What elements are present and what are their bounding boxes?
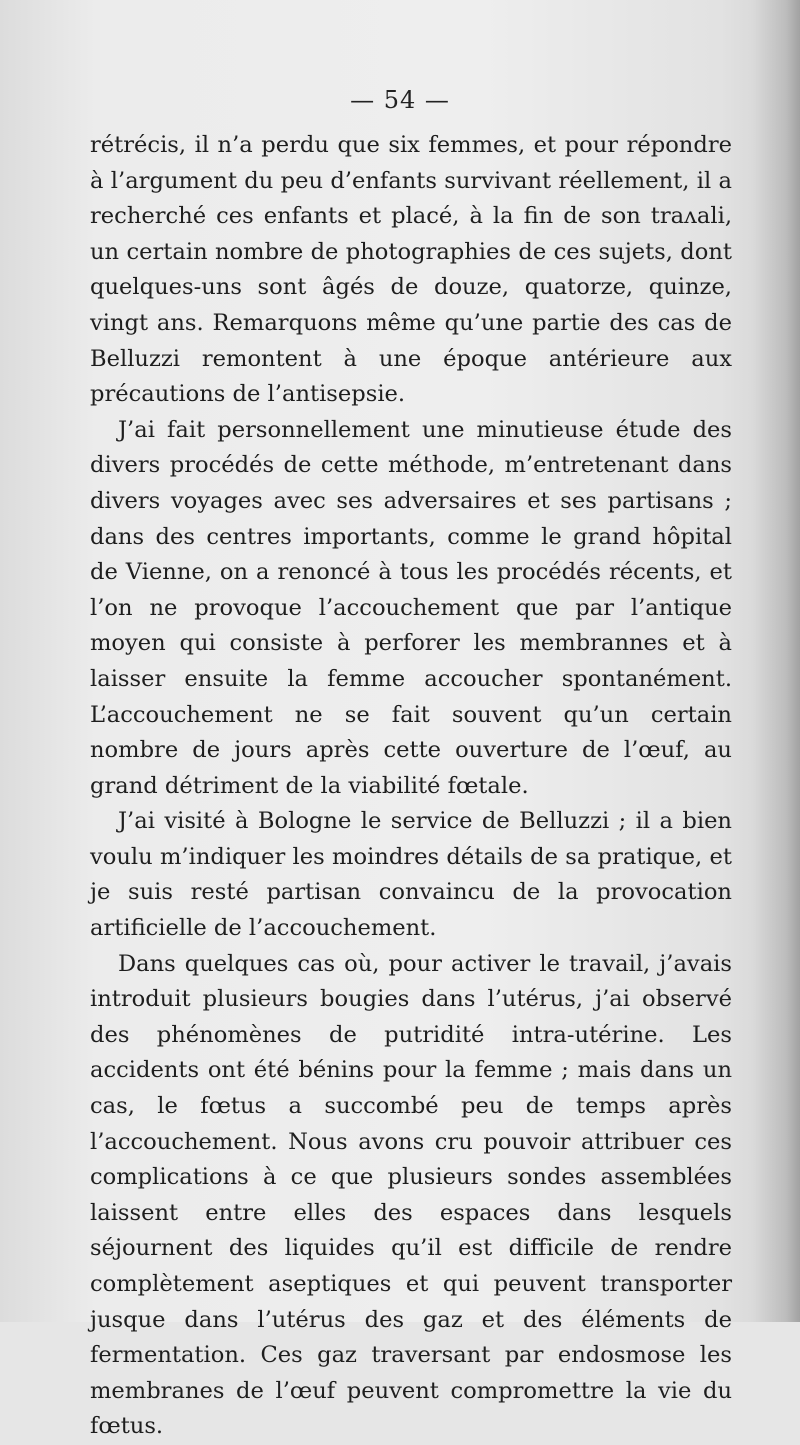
- paragraph: J’ai fait personnellement une minutieuse étude des divers procédés de cette méthode, m’entretenant dans divers voyages avec ses adversaires et ses partisans ; dans des centres importants, comme le grand hôpital de Vienne, on a renoncé à tous les procédés récents, et l’on ne provoque l’accouchement que par l’antique moyen qui consiste à perforer les membrannes et à laisser ensuite la femme accoucher spontanément. L’accouchement ne se fait souvent qu’un certain nombre de jours après cette ouverture de l’œuf, au grand détriment de la viabilité fœtale.: [90, 416, 732, 799]
- paragraph: J’ai visité à Bologne le service de Belluzzi ; il a bien voulu m’indiquer les moindres détails de sa pratique, et je suis resté partisan convaincu de la provocation artificielle de l’accouchement.: [90, 808, 732, 942]
- body-text: [90, 128, 732, 1445]
- paragraph: Dans quelques cas où, pour activer le travail, j’avais introduit plusieurs bougies dans l’utérus, j’ai observé des phénomènes de putridité intra-utérine. Les accidents ont été bénins pour la femme ; mais dans un cas, le fœtus a succombé peu de temps après l’accouchement. Nous avons cru pouvoir attribuer ces complications à ce que plusieurs sondes assemblées laissent entre elles des espaces dans lesquels séjournent des liquides qu’il est difficile de rendre complètement aseptiques et qui peuvent transporter jusque dans l’utérus des gaz et des éléments de fermentation. Ces gaz traversant par endosmose les membranes de l’œuf peuvent compromettre la vie du fœtus.: [90, 950, 732, 1440]
- page-number: — 54 —: [350, 86, 450, 114]
- paragraph-continuation: rétrécis, il n’a perdu que six femmes, et pour répondre à l’argument du peu d’enfants survivant réellement, il a recherché ces enfants et placé, à la fin de son traʌali, un certain nombre de photographies de ces sujets, dont quelques-uns sont âgés de douze, quatorze, quinze, vingt ans. Remarquons même qu’une partie des cas de Belluzzi remontent à une époque antérieure aux précautions de l’antisepsie.: [90, 132, 732, 408]
- page-edge-shadow: [752, 0, 800, 1322]
